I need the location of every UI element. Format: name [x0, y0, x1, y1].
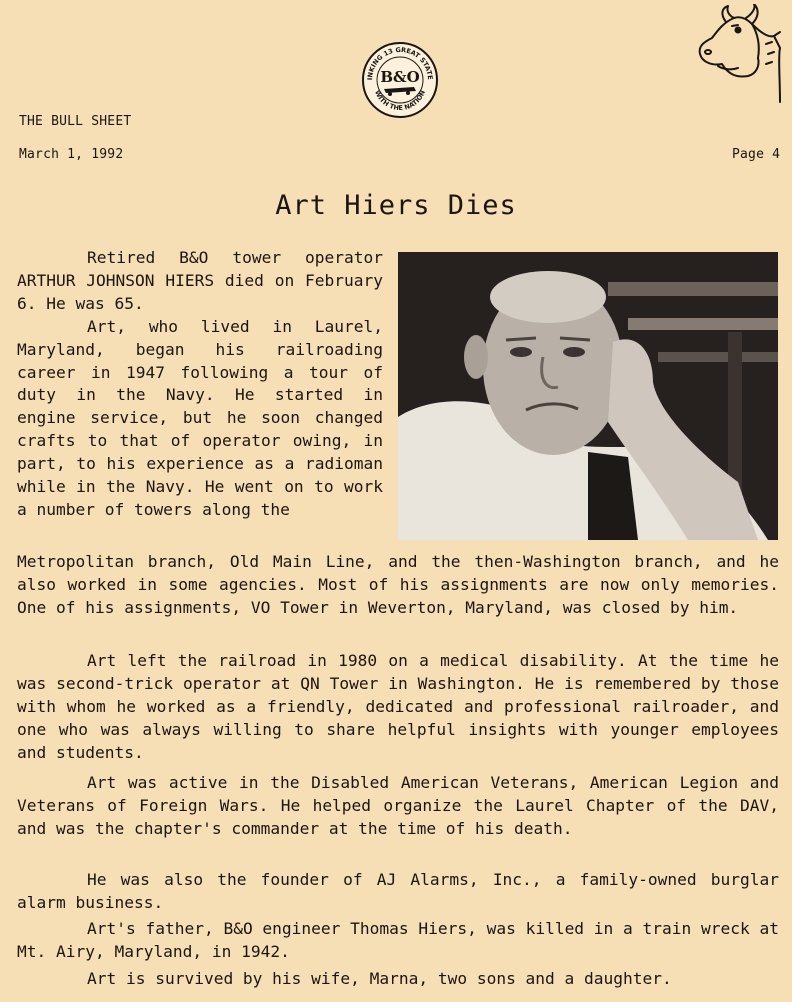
- portrait-photo: [398, 252, 778, 540]
- article-body-column: [17, 247, 383, 522]
- publication-name: THE BULL SHEET: [19, 114, 132, 129]
- article-paragraph: Art, who lived in Laurel, Maryland, began his railroading career in 1947 following a tour of duty in the Navy. He started in engine service, but he soon changed crafts to that of operator owing, in part, to his experience as a radioman while in the Navy. He went on to work a number of towers along the: [17, 316, 383, 519]
- b-and-o-logo: [360, 40, 440, 120]
- bull-mascot-icon: [694, 4, 784, 104]
- article-paragraph: [17, 968, 779, 991]
- article-headline: Art Hiers Dies: [275, 190, 517, 221]
- article-paragraph-text: Metropolitan branch, Old Main Line, and the then-Washington branch, and he also worked in some agencies. Most of his assignments are now only memories. One of his assignments, VO Tower in Weverton, Maryland, was closed by him.: [17, 552, 779, 617]
- logo-ring-bottom-text: WITH THE NATION: [373, 89, 427, 113]
- article-paragraph: [17, 869, 779, 915]
- article-paragraph-text: Art was active in the Disabled American Veterans, American Legion and Veterans of Foreign Wars. He helped organize the Laurel Chapter of the DAV, and was the chapter's commander at the time of his death.: [17, 773, 779, 838]
- logo-center-text: B&O: [380, 68, 420, 86]
- article-paragraph-text: Art left the railroad in 1980 on a medical disability. At the time he was second-trick operator at QN Tower in Washington. He is remembered by those with whom he worked as a friendly, dedicated and professional railroader, and one who was always willing to share helpful insights with younger employees and students.: [17, 651, 779, 762]
- article-paragraph-text: Art's father, B&O engineer Thomas Hiers, was killed in a train wreck at Mt. Airy, Maryland, in 1942.: [17, 919, 779, 961]
- page-number: Page 4: [732, 147, 781, 162]
- logo-ring-top-text: INKING 13 GREAT STATE: [365, 45, 435, 81]
- article-paragraph: [17, 772, 779, 841]
- article-paragraph: [17, 650, 779, 765]
- article-paragraph: Retired B&O tower operator ARTHUR JOHNSON HIERS died on February 6. He was 65.: [17, 248, 383, 313]
- article-paragraph: [17, 918, 779, 964]
- article-paragraph: [17, 551, 779, 620]
- article-paragraph-text: Art is survived by his wife, Marna, two sons and a daughter.: [87, 969, 672, 988]
- article-paragraph-text: He was also the founder of AJ Alarms, Inc., a family-owned burglar alarm business.: [17, 870, 779, 912]
- issue-date: March 1, 1992: [19, 147, 124, 162]
